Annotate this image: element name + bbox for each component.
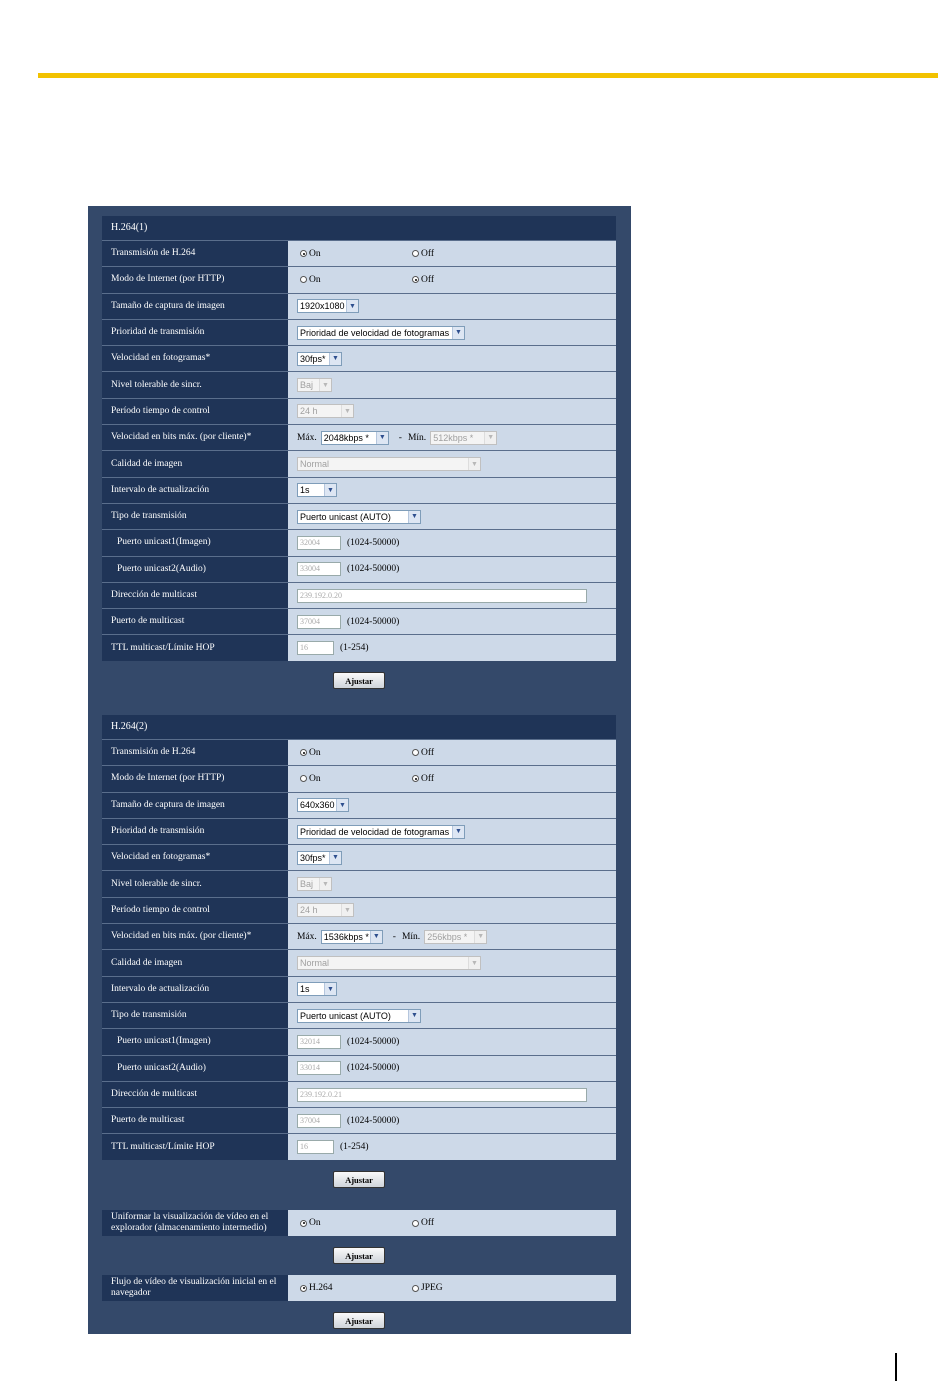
radio-jpeg[interactable]: JPEG xyxy=(412,1283,443,1293)
row-intervalo xyxy=(102,976,616,1002)
range-hint: (1-254) xyxy=(340,643,369,654)
section-title: H.264(1) xyxy=(102,216,616,240)
settings-panel xyxy=(88,206,631,1334)
row-tamano xyxy=(102,293,616,319)
max-bitrate-select[interactable]: 1536kbps * ▼ xyxy=(321,930,383,944)
row-label: Tamaño de captura de imagen xyxy=(102,793,288,818)
row-tipo xyxy=(102,503,616,529)
priority-select[interactable]: Prioridad de velocidad de fotogramas ▼ xyxy=(297,825,465,839)
radio-selected-icon xyxy=(300,1285,307,1292)
chevron-down-icon: ▼ xyxy=(336,799,348,811)
chevron-down-icon: ▼ xyxy=(329,852,341,864)
radio-empty-icon xyxy=(412,1220,419,1227)
chevron-down-icon: ▼ xyxy=(474,931,486,943)
chevron-down-icon: ▼ xyxy=(484,432,496,444)
chevron-down-icon: ▼ xyxy=(324,484,336,496)
control-period-select: 24 h ▼ xyxy=(297,903,354,917)
radio-selected-icon xyxy=(412,775,419,782)
radio-selected-icon xyxy=(300,250,307,257)
transmission-type-select[interactable]: Puerto unicast (AUTO) ▼ xyxy=(297,510,421,524)
row-label: Dirección de multicast xyxy=(102,583,288,608)
radio-off[interactable]: Off xyxy=(412,748,434,758)
row-label: Intervalo de actualización xyxy=(102,977,288,1002)
chevron-down-icon: ▼ xyxy=(324,983,336,995)
chevron-down-icon: ▼ xyxy=(346,300,358,312)
range-hint: (1024-50000) xyxy=(347,1063,400,1074)
row-label: Período tiempo de control xyxy=(102,898,288,923)
refresh-interval-select[interactable]: 1s ▼ xyxy=(297,982,337,996)
radio-selected-icon xyxy=(412,276,419,283)
ttl-field[interactable]: 16 xyxy=(297,1140,334,1154)
radio-on[interactable]: On xyxy=(300,774,321,784)
header-accent-bar xyxy=(38,73,938,78)
chevron-down-icon: ▼ xyxy=(341,904,353,916)
row-calidad xyxy=(102,450,616,476)
sync-level-select: Baj ▼ xyxy=(297,378,332,392)
radio-selected-icon xyxy=(300,1220,307,1227)
min-bitrate-select: 512kbps * ▼ xyxy=(430,431,497,445)
ttl-field[interactable]: 16 xyxy=(297,641,334,655)
row-label: Puerto unicast1(Imagen) xyxy=(102,1029,288,1054)
row-tipo xyxy=(102,1002,616,1028)
chevron-down-icon: ▼ xyxy=(452,826,464,838)
sync-level-select: Baj ▼ xyxy=(297,877,332,891)
row-label: Prioridad de transmisión xyxy=(102,819,288,844)
row-puerto2 xyxy=(102,1055,616,1081)
multicast-port-field[interactable]: 37004 xyxy=(297,1114,341,1128)
row-tamano xyxy=(102,792,616,818)
section-title: H.264(2) xyxy=(102,715,616,739)
row-modo-internet xyxy=(102,266,616,292)
radio-empty-icon xyxy=(412,749,419,756)
range-hint: (1024-50000) xyxy=(347,564,400,575)
max-label: Máx. xyxy=(297,432,317,443)
row-label: Puerto de multicast xyxy=(102,1108,288,1133)
chevron-down-icon: ▼ xyxy=(408,1010,420,1022)
range-hint: (1024-50000) xyxy=(347,537,400,548)
row-label: Nivel tolerable de sincr. xyxy=(102,871,288,896)
row-label: Tamaño de captura de imagen xyxy=(102,294,288,319)
row-transmision xyxy=(102,739,616,765)
row-label: Transmisión de H.264 xyxy=(102,241,288,266)
multicast-port-field[interactable]: 37004 xyxy=(297,615,341,629)
unicast2-port-field[interactable]: 33014 xyxy=(297,1061,341,1075)
radio-empty-icon xyxy=(412,1285,419,1292)
chevron-down-icon: ▼ xyxy=(341,405,353,417)
radio-on[interactable]: On xyxy=(300,748,321,758)
row-ttl xyxy=(102,1133,616,1159)
row-initial-stream xyxy=(102,1275,616,1301)
row-velocidad-fps xyxy=(102,844,616,870)
section-h264-1 xyxy=(102,216,616,701)
unicast2-port-field[interactable]: 33004 xyxy=(297,562,341,576)
chevron-down-icon: ▼ xyxy=(408,511,420,523)
row-label: Modo de Internet (por HTTP) xyxy=(102,267,288,292)
section-buffer xyxy=(102,1210,616,1275)
capture-size-select[interactable]: 1920x1080 ▼ xyxy=(297,299,359,313)
row-intervalo xyxy=(102,477,616,503)
range-hint: (1024-50000) xyxy=(347,1115,400,1126)
row-label: Velocidad en fotogramas* xyxy=(102,845,288,870)
radio-off[interactable]: Off xyxy=(412,774,434,784)
page-margin-mark xyxy=(895,1353,897,1381)
priority-select[interactable]: Prioridad de velocidad de fotogramas ▼ xyxy=(297,326,465,340)
radio-off[interactable]: Off xyxy=(412,275,434,285)
range-hint: (1024-50000) xyxy=(347,616,400,627)
min-bitrate-select: 256kbps * ▼ xyxy=(424,930,487,944)
row-periodo xyxy=(102,897,616,923)
row-label: Flujo de vídeo de visualización inicial en el navegador xyxy=(102,1275,288,1301)
quality-select: Normal ▼ xyxy=(297,457,481,471)
row-bits xyxy=(102,923,616,949)
row-label: Tipo de transmisión xyxy=(102,504,288,529)
ajustar-button[interactable]: Ajustar xyxy=(333,672,385,689)
row-puerto2 xyxy=(102,556,616,582)
row-label: Velocidad en bits máx. (por cliente)* xyxy=(102,924,288,949)
min-label: Mín. xyxy=(401,931,421,942)
capture-size-select[interactable]: 640x360 ▼ xyxy=(297,798,349,812)
row-puerto-multi xyxy=(102,1107,616,1133)
row-label: Tipo de transmisión xyxy=(102,1003,288,1028)
unicast1-port-field[interactable]: 32014 xyxy=(297,1035,341,1049)
row-prioridad xyxy=(102,818,616,844)
control-period-select: 24 h ▼ xyxy=(297,404,354,418)
radio-h264[interactable]: H.264 xyxy=(300,1283,333,1293)
radio-empty-icon xyxy=(300,775,307,782)
ajustar-button[interactable]: Ajustar xyxy=(333,1247,385,1264)
min-label: Mín. xyxy=(407,432,427,443)
row-puerto-multi xyxy=(102,608,616,634)
chevron-down-icon: ▼ xyxy=(468,458,480,470)
row-direccion xyxy=(102,582,616,608)
max-label: Máx. xyxy=(297,931,317,942)
radio-selected-icon xyxy=(300,749,307,756)
row-puerto1 xyxy=(102,1028,616,1054)
dash: - xyxy=(398,432,402,443)
row-modo-internet xyxy=(102,765,616,791)
chevron-down-icon: ▼ xyxy=(370,931,382,943)
row-transmision xyxy=(102,240,616,266)
chevron-down-icon: ▼ xyxy=(329,353,341,365)
chevron-down-icon: ▼ xyxy=(319,878,331,890)
row-label: Transmisión de H.264 xyxy=(102,740,288,765)
section-initial-stream xyxy=(102,1275,616,1340)
row-ttl xyxy=(102,634,616,660)
row-buffer xyxy=(102,1210,616,1236)
row-label: Período tiempo de control xyxy=(102,399,288,424)
row-label: Puerto unicast1(Imagen) xyxy=(102,530,288,555)
dash: - xyxy=(392,931,396,942)
row-label: Modo de Internet (por HTTP) xyxy=(102,766,288,791)
row-calidad xyxy=(102,949,616,975)
ajustar-button[interactable]: Ajustar xyxy=(333,1171,385,1188)
row-puerto1 xyxy=(102,529,616,555)
radio-off[interactable]: Off xyxy=(412,249,434,259)
row-label: Puerto unicast2(Audio) xyxy=(102,1056,288,1081)
row-label: Calidad de imagen xyxy=(102,451,288,476)
row-velocidad-fps xyxy=(102,345,616,371)
row-label: Puerto unicast2(Audio) xyxy=(102,557,288,582)
chevron-down-icon: ▼ xyxy=(319,379,331,391)
row-label: TTL multicast/Límite HOP xyxy=(102,1134,288,1159)
row-nivel xyxy=(102,870,616,896)
row-periodo xyxy=(102,398,616,424)
framerate-select[interactable]: 30fps* ▼ xyxy=(297,851,342,865)
framerate-select[interactable]: 30fps* ▼ xyxy=(297,352,342,366)
radio-off[interactable]: Off xyxy=(412,1218,434,1228)
row-label: Dirección de multicast xyxy=(102,1082,288,1107)
row-nivel xyxy=(102,371,616,397)
row-label: Velocidad en bits máx. (por cliente)* xyxy=(102,425,288,450)
multicast-address-field[interactable]: 239.192.0.21 xyxy=(297,1088,587,1102)
row-label: Calidad de imagen xyxy=(102,950,288,975)
row-label: Puerto de multicast xyxy=(102,609,288,634)
max-bitrate-select[interactable]: 2048kbps * ▼ xyxy=(321,431,389,445)
radio-on[interactable]: On xyxy=(300,249,321,259)
row-bits xyxy=(102,424,616,450)
row-prioridad xyxy=(102,319,616,345)
row-label: TTL multicast/Límite HOP xyxy=(102,635,288,660)
ajustar-button[interactable]: Ajustar xyxy=(333,1312,385,1329)
multicast-address-field[interactable]: 239.192.0.20 xyxy=(297,589,587,603)
row-direccion xyxy=(102,1081,616,1107)
radio-empty-icon xyxy=(412,250,419,257)
row-label: Intervalo de actualización xyxy=(102,478,288,503)
row-label: Uniformar la visualización de vídeo en el explorador (almacenamiento intermedio) xyxy=(102,1210,288,1236)
section-h264-2 xyxy=(102,715,616,1200)
refresh-interval-select[interactable]: 1s ▼ xyxy=(297,483,337,497)
row-label: Nivel tolerable de sincr. xyxy=(102,372,288,397)
chevron-down-icon: ▼ xyxy=(452,327,464,339)
chevron-down-icon: ▼ xyxy=(376,432,388,444)
range-hint: (1-254) xyxy=(340,1142,369,1153)
quality-select: Normal ▼ xyxy=(297,956,481,970)
chevron-down-icon: ▼ xyxy=(468,957,480,969)
radio-on[interactable]: On xyxy=(300,1218,321,1228)
radio-on[interactable]: On xyxy=(300,275,321,285)
transmission-type-select[interactable]: Puerto unicast (AUTO) ▼ xyxy=(297,1009,421,1023)
row-label: Velocidad en fotogramas* xyxy=(102,346,288,371)
unicast1-port-field[interactable]: 32004 xyxy=(297,536,341,550)
radio-empty-icon xyxy=(300,276,307,283)
row-label: Prioridad de transmisión xyxy=(102,320,288,345)
range-hint: (1024-50000) xyxy=(347,1036,400,1047)
